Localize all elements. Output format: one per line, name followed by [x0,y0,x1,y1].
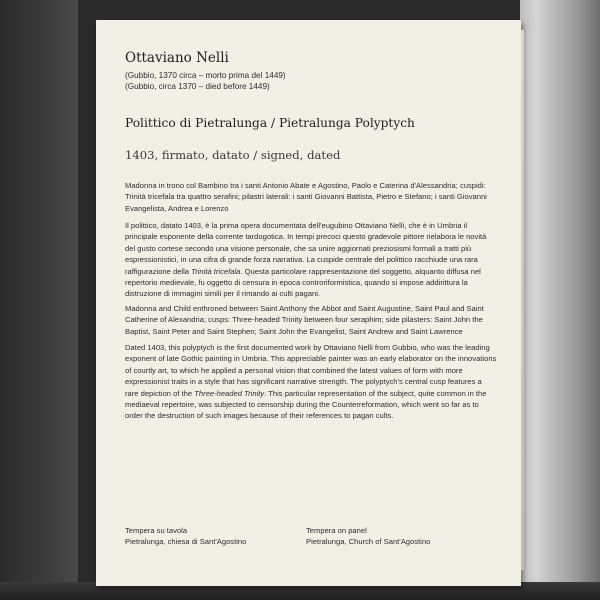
subject-english: Madonna and Child enthroned between Saint Anthony the Abbot and Saint Augustine, Saint Paul and Saint Catherine of Alexandria; cusps: Three-headed Trinity between four seraphim; side pilasters: Saint John the Baptist, Saint Peter and Saint Stephen; Saint John the Evangelist, Saint Andrew and Saint Lawrence [125,304,484,336]
location-italian: Pietralunga, chiesa di Sant'Agostino [125,537,247,547]
medium-italian: Tempera su tavola [125,526,188,535]
description-italian [125,220,497,300]
description-english-emphasis: Three-headed Trinity [194,388,265,398]
subject-italian: Madonna in trono col Bambino tra i santi Antonio Abate e Agostino, Paolo e Caterina d'Alessandria; cuspidi: Trinità tricefala tra quattro serafini; pilastri laterali: i santi Giovanni Battista, Pietro e Stefano; i santi Giovanni Evangelista, Andrea e Lorenzo [125,181,487,213]
artist-dates [125,70,286,92]
description-english [125,342,497,422]
artist-name: Ottaviano Nelli [125,50,229,66]
description-english-part-1: Dated 1403, this polyptych is the first documented work by Ottaviano Nelli from Gubbio, who was the leading exponent of late Gothic painting in Umbria. This appreciable painter was an early elaborator on the innovations of courtly art, to which he applied a personal vision that combined the latest values of form with more expressionist traits in a style that has significant narrative strength. The polyptych's central cusp features a rare depiction of the [125,343,497,398]
footer-italian [125,525,246,548]
description-italian-part-2: . Questa particolare rappresentazione del soggetto, alquanto diffusa nel repertorio medievale, fu oggetto di censura in epoca controriformistica, quando si impose addirittura la distruzione di immagini simili per il rimando ai culti pagani. [125,266,481,299]
medium-english: Tempera on panel [306,526,367,535]
artwork-title: Polittico di Pietralunga / Pietralunga Polyptych [125,116,415,130]
artist-dates-italian: (Gubbio, 1370 circa – morto prima del 1449) [125,71,286,80]
artwork-date: 1403, firmato, datato / signed, dated [125,148,341,162]
description-english-part-2: . This particular representation of the subject, quite common in the mediaeval repertoire, was subjected to censorship during the Counterreformation, which went so far as to order the destruction of such images because of their references to pagan cults. [125,388,487,421]
description-italian-part-1: Il polittico, datato 1403, è la prima opera documentata dell'eugubino Ottaviano Nelli, che è in Umbria il principale esponente della corrente tardogotica. In tempi precoci questo gradevole pittore rielabora le novità del gusto cortese secondo una visione personale, che sa unire aggiornati preziosismi formali a tratti più espressionistici, in una cifra di grande forza narrativa. La cuspide centrale del polittico racchiude una rara raffigurazione della [125,221,487,276]
location-english: Pietralunga, Church of Sant'Agostino [306,537,431,547]
footer-english [306,525,430,548]
wall-left [0,0,78,600]
description-italian-emphasis: Trinità tricefala [191,266,241,276]
card-edge [521,30,524,570]
artist-dates-english: (Gubbio, circa 1370 – died before 1449) [125,82,270,91]
wall-right [520,0,600,600]
museum-label-card [96,20,521,586]
